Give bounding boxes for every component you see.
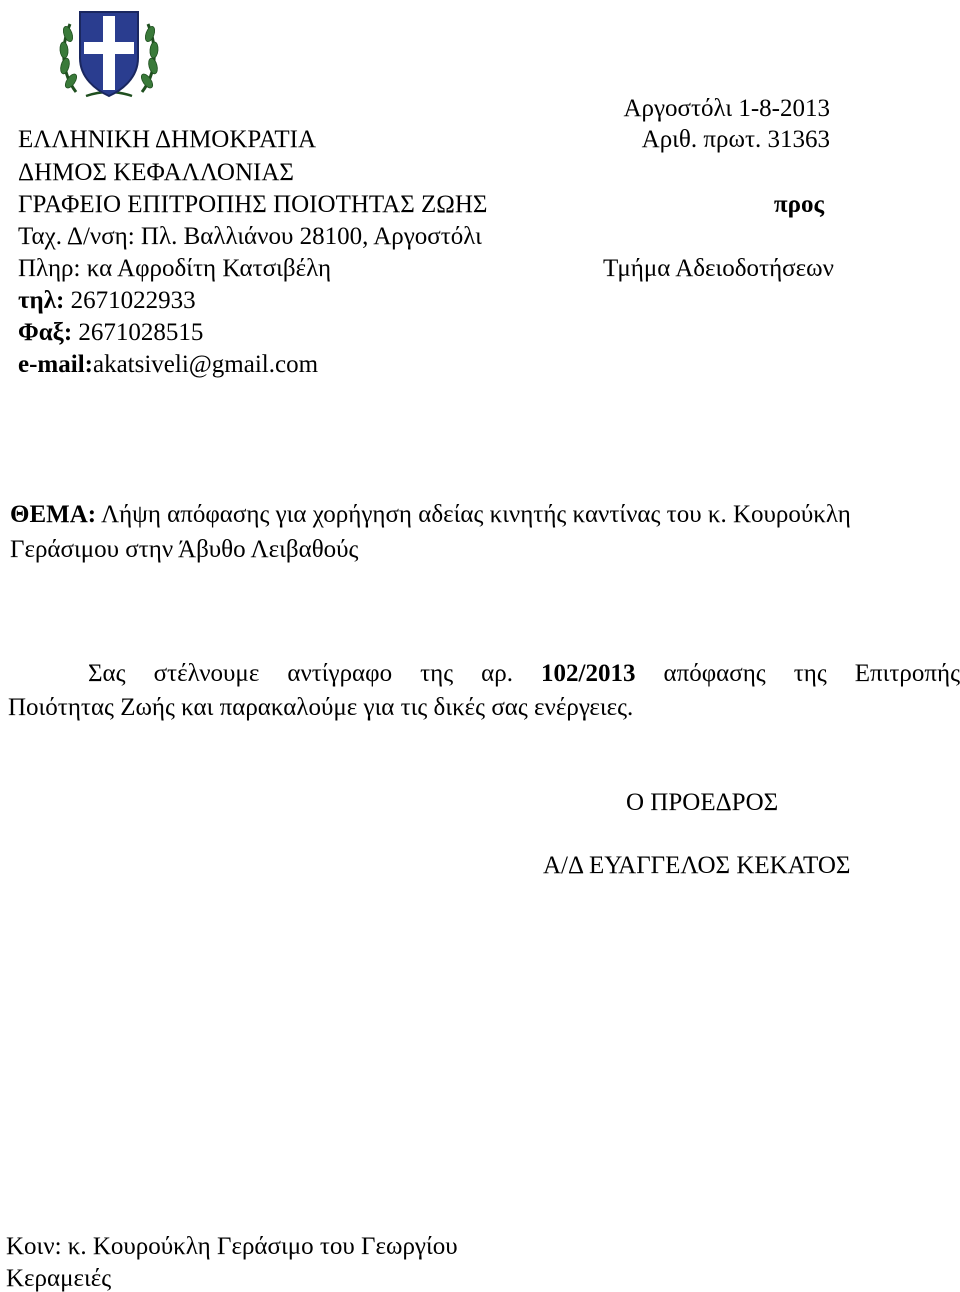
subject-text-1: Λήψη απόφασης για χορήγηση αδείας κινητής καντίνας του κ. Κουρούκλη	[96, 501, 851, 528]
recipient: Τμήμα Αδειοδοτήσεων	[603, 255, 834, 282]
body-text-start: Σας στέλνουμε αντίγραφο της αρ.	[88, 660, 541, 687]
cc-line-2: Κεραμειές	[6, 1265, 112, 1292]
sender-email	[18, 352, 318, 377]
signer-title: Ο ΠΡΟΕΔΡΟΣ	[626, 789, 779, 816]
body-line-1	[8, 661, 960, 686]
sender-fax	[18, 320, 203, 345]
decision-number: 102/2013	[541, 660, 636, 687]
body-text-end: απόφασης της Επιτροπής	[635, 660, 960, 687]
signer-name: Α/Δ ΕΥΑΓΓΕΛΟΣ ΚΕΚΑΤΟΣ	[543, 852, 851, 879]
fax-value: 2671028515	[72, 319, 204, 346]
sender-contact-person: Πληρ: κα Αφροδίτη Κατσιβέλη	[18, 255, 332, 282]
sender-postal-address: Ταχ. Δ/νση: Πλ. Βαλλιάνου 28100, Αργοστόλι	[18, 223, 482, 250]
subject-label: ΘΕΜΑ:	[10, 501, 97, 528]
subject-line-1	[10, 502, 960, 527]
body-line-2: Ποιότητας Ζωής και παρακαλούμε για τις δικές σας ενέργειες.	[8, 694, 634, 721]
phone-value: 2671022933	[64, 287, 196, 314]
fax-label: Φαξ:	[18, 319, 73, 346]
protocol-number: Αριθ. πρωτ. 31363	[641, 126, 830, 153]
sender-country: ΕΛΛΗΝΙΚΗ ΔΗΜΟΚΡΑΤΙΑ	[18, 126, 316, 153]
phone-label: τηλ:	[18, 287, 65, 314]
email-label: e-mail:	[18, 351, 93, 378]
to-label: προς	[773, 191, 824, 218]
cc-line-1: Κοιν: κ. Κουρούκλη Γεράσιμο του Γεωργίου	[6, 1233, 458, 1260]
email-value: akatsiveli@gmail.com	[92, 351, 319, 378]
sender-phone	[18, 288, 196, 313]
subject-line-2: Γεράσιμου στην Άβυθο Λειβαθούς	[10, 536, 359, 563]
sender-municipality: ΔΗΜΟΣ ΚΕΦΑΛΛΟΝΙΑΣ	[18, 159, 294, 186]
greek-state-emblem-icon	[56, 4, 162, 102]
document-date: Αργοστόλι 1-8-2013	[623, 95, 830, 122]
sender-office: ΓΡΑΦΕΙΟ ΕΠΙΤΡΟΠΗΣ ΠΟΙΟΤΗΤΑΣ ΖΩΗΣ	[18, 191, 488, 218]
